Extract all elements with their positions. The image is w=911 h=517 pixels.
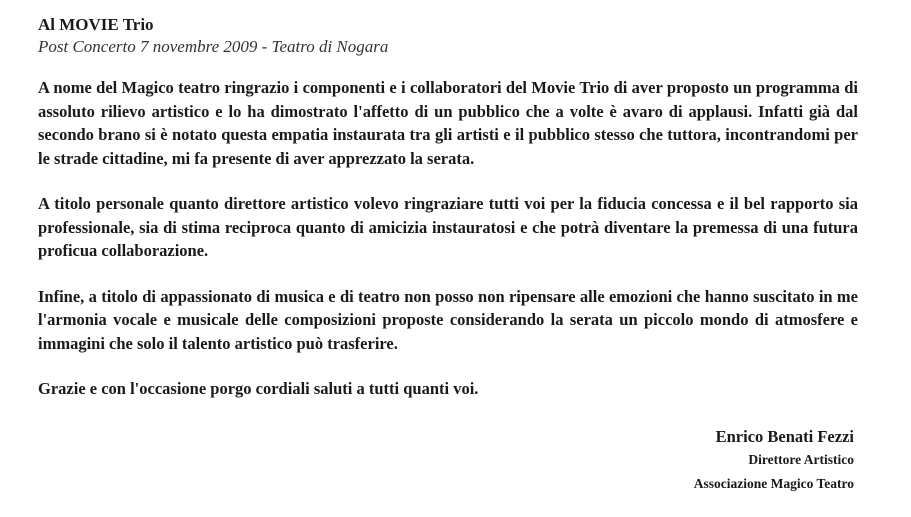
letter-document: [38, 14, 858, 407]
paragraph-closing: Grazie e con l'occasione porgo cordiali saluti a tutti quanti voi.: [38, 379, 479, 398]
signature-organization: Associazione Magico Teatro: [693, 476, 854, 491]
signature-role: Direttore Artistico: [748, 452, 854, 467]
paragraph-personal: A titolo personale quanto direttore artistico volevo ringraziare tutti voi per la fiducia concessa e il bel rapporto sia professionale, sia di stima reciproca quanto di amicizia instauratosi e che potrà diventare la premessa di una futura proficua collaborazione.: [38, 194, 858, 260]
signature-name: Enrico Benati Fezzi: [715, 427, 854, 446]
letter-title: Al MOVIE Trio: [38, 15, 154, 34]
paragraph-thanks: A nome del Magico teatro ringrazio i componenti e i collaboratori del Movie Trio di aver proposto un programma di assoluto rilievo artistico e lo ha dimostrato l'affetto di un pubblico che a volte è avaro di applausi. Infatti già dal secondo brano si è notato questa empatia instaurata tra gli artisti e il pubblico stesso che tuttora, incontrandomi per le strade cittadine, mi fa presente di aver apprezzato la serata.: [38, 78, 858, 168]
paragraph-emotions: Infine, a titolo di appassionato di musica e di teatro non posso non ripensare alle emozioni che hanno suscitato in me l'armonia vocale e musicale delle composizioni proposte considerando la serata un piccolo mondo di atmosfere e immagini che solo il talento artistico può trasferire.: [38, 286, 858, 353]
letter-subtitle: Post Concerto 7 novembre 2009 - Teatro di Nogara: [38, 37, 389, 56]
signature-block: [694, 426, 854, 496]
